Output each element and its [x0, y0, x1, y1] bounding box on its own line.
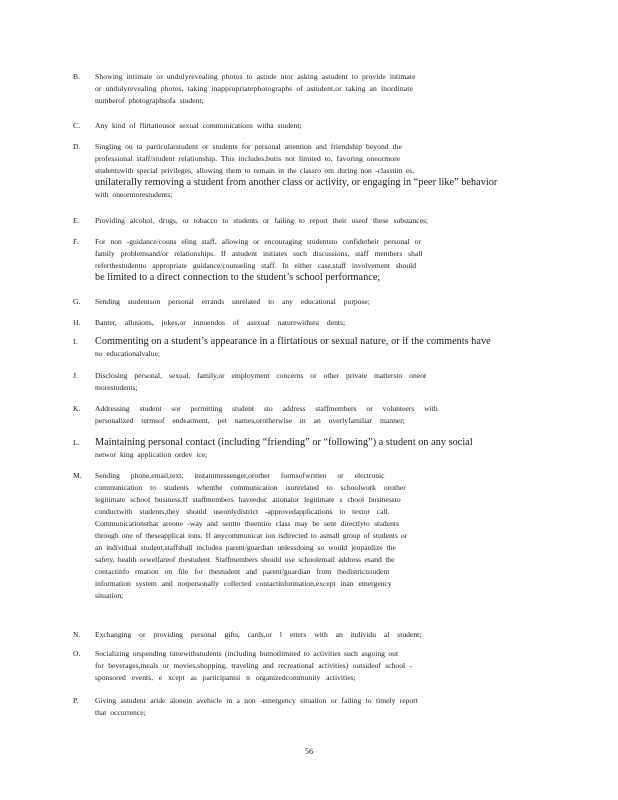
item-text: Any kind of flirtatiousor sexual communications witha student; — [95, 121, 302, 130]
item-text: Disclosing personal, sexual, family,or employment concerns or other private mattersto oneor morestudents; — [95, 371, 427, 392]
item-text: Commenting on a student’s appearance in a flirtatious or sexual nature, or if the comments have no educationalvalue; — [95, 336, 491, 358]
item-text: For non -guidance/couns eling staff, allowing or encouraging studentsto confidetheir personal or family problemsand/or relationships. If astudent initiates such discussions, staff members shall referthestudentto appropriate guidance/counseling staff. In either case,staff involvement should be limited to a direct connection to the student’s school performance; — [95, 237, 423, 283]
item-text: Maintaining personal contact (including “friending” or “following”) a student on any social networ king application ordev ice; — [95, 437, 473, 459]
item-text: Sending phone,email,text, instantmessenger,orother formsofwritten or electronic communication to students whenthe communication isunrelated to schoolwork orother legitimate school business.If staffmembers haveeduc ationalor legitimate s chool businessto conductwith students,they should useonlydistrict -approvedapplications to textor call. Communicationsthat areone -way and sentto theentire class may be sent directlyto students through one of theseapplicat ions. If anycommunicat ion isdirected to asmall group of students or an individual student,staffshall includea parent/guardian unlessdoing so would jeopardize the safety, health orwelfareof thestudent. Staffmembers should use schoolemail address esand the contactinfo rmation on file for thestudent and parent/guardian from thedistrictstudent information system and notpersonally collected contactinformation,except inan emergency situation; — [95, 471, 408, 600]
item-text: Singling ou ta particularstudent or students for personal attention and friendship beyond the professional staff/student relationship. This includes,butis not limited to, favoring oneormore studentswith special privileges, allowing them to remain in the classro om during non -classtim es, unilaterally removing a student from another class or activity, or engaging in “peer like” behavior with oneormorestudents; — [95, 142, 498, 199]
item-text: Sending studentson personal errands unrelated to any educational purpose; — [95, 297, 370, 306]
item-text: Socializing orspending timewithstudents (including butnotlimited to activities such asgoing out for beverages,meals or movies,shopping, traveling and recreational activities) outsideof school - sponsored events, e xcept as participantsi n organizedcommunity activities; — [95, 649, 413, 682]
item-text: Showing intimate or undulyrevealing photos to astude ntor asking astudent to provide intimate or undulyrevealing photos, taking inappropriatephotographs of astudent,or taking an inordinate numberof photographsofa student; — [95, 72, 416, 105]
document-page: B. Showing intimate or undulyrevealing photos to astude ntor asking astudent to provide intimate or undulyrevealing photos, taking inappropriatephotographs of astudent,or taking an inordinate numberof photographsofa student; C. Any kind of flirtatiousor sexual communications witha student; D. Singling ou ta particularstudent or students for personal attention and friendship beyond the professional staff/student relationship. This includes,butis not limited to, favoring oneormore studentswith special privileges, allowing them to remain in the classro om during non -classtim es, unilaterally removing a student from another class or activity, or engaging in “peer like” behavior with oneormorestudents; E. Providing alcohol, drugs, or tobacco to students or failing to report their useof these substances; F. For non -guidance/couns eling staff, allowing or encouraging studentsto confidetheir personal or family problemsand/or relationships. If astudent initiates such discussions, staff members shall referthestudentto appropriate guidance/counseling staff. In either case,staff involvement should be limited to a direct connection to the student’s school performance; G. Sending studentson personal errands unrelated to any educational purpose; H. Banter, allusions, jokes,or innuendos of asexual naturewithstu dents; I. Commenting on a student’s appearance in a flirtatious or sexual nature, or if the comments have no educationalvalue; J. Disclosing personal, sexual, family,or employment concerns or other private mattersto oneor morestudents; K. Addressing student sor permitting student sto address staffmembers or volunteers with personalized termsof endearment, pet names,orotherwise in an overlyfamiliar manner; L. Maintaining personal contact (including “friending” or “following”) a student on any social networ king application ordev ice; M. Sending phone,email,text, instantmessenger,orother formsofwritten or electronic communication to students whenthe communication isunrelated to schoolwork orother legitimate school business.If staffmembers haveeduc ationalor legitimate s chool businessto conductwith students,they should useonlydistrict -approvedapplications to textor call. Communicationsthat areone -way and sentto theentire class may be sent directlyto students through one of theseapplicat ions. If anycommunicat ion isdirected to asmall group of students or an individual student,staffshall includea parent/guardian unlessdoing so would jeopardize the safety, health orwelfareof thestudent. Staffmembers should use schoolemail address esand the contactinfo rmation on file for thestudent and parent/guardian from thedistrictstudent information system and notpersonally collected contactinformation,except inan emergency situation; N. Exchanging or providing personal gifts, cards,or l etters with an individu al student; O. Socializing orspending timewithstudents (including butnotlimited to activities such asgoing out for beverages,meals or movies,shopping, traveling and recreational activities) outsideof school - sponsored events, e xcept as participantsi n organizedcommunity activities; P. Giving astudent aride alonein avehicle in a non -emergency situation or failing to timely report that occurrence; 56 — [0, 0, 618, 800]
item-text: Giving astudent aride alonein avehicle in a non -emergency situation or failing to timely report that occurrence; — [95, 696, 418, 717]
item-text: Providing alcohol, drugs, or tobacco to students or failing to report their useof these substances; — [95, 216, 429, 225]
page-number: 56 — [305, 747, 313, 756]
item-text: Addressing student sor permitting student sto address staffmembers or volunteers with personalized termsof endearment, pet names,orotherwise in an overlyfamiliar manner; — [95, 404, 438, 425]
item-letter: B. — [73, 72, 80, 81]
item-text: Exchanging or providing personal gifts, cards,or l etters with an individu al student; — [95, 630, 422, 639]
item-text: Banter, allusions, jokes,or innuendos of asexual naturewithstu dents; — [95, 318, 346, 327]
